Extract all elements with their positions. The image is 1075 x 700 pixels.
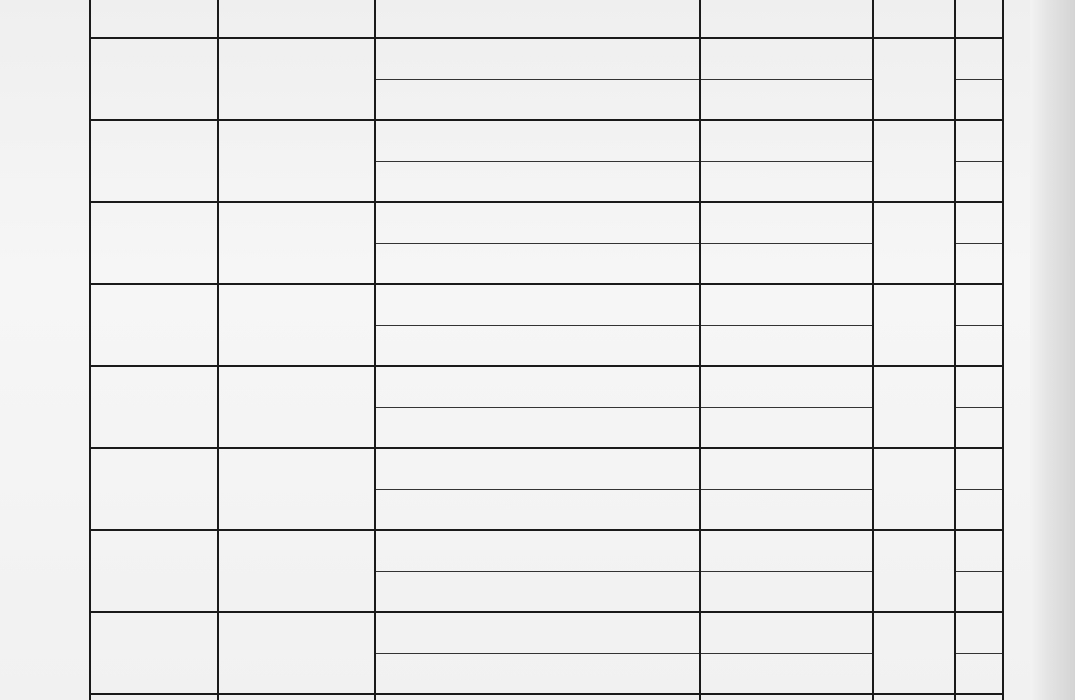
row-divider bbox=[955, 489, 1003, 490]
school-name bbox=[700, 79, 873, 120]
school-address bbox=[375, 571, 700, 612]
row-number bbox=[955, 284, 1003, 325]
row-number bbox=[955, 612, 1003, 653]
row-divider bbox=[375, 325, 873, 326]
school-address bbox=[375, 202, 700, 243]
school-name bbox=[700, 489, 873, 530]
column-divider bbox=[374, 0, 376, 700]
row-number bbox=[955, 489, 1003, 530]
school-address bbox=[375, 530, 700, 571]
school-name bbox=[700, 38, 873, 79]
school-address bbox=[375, 448, 700, 489]
school-name bbox=[700, 612, 873, 653]
school-address bbox=[375, 489, 700, 530]
row-number bbox=[955, 0, 1003, 38]
school-name bbox=[700, 0, 873, 38]
school-address bbox=[375, 38, 700, 79]
row-number bbox=[955, 448, 1003, 489]
page-edge-shadow bbox=[1030, 0, 1075, 700]
school-address bbox=[375, 243, 700, 284]
column-divider bbox=[1002, 0, 1004, 700]
school-name bbox=[700, 653, 873, 694]
row-divider bbox=[375, 79, 873, 80]
column-divider bbox=[89, 0, 91, 700]
school-address bbox=[375, 612, 700, 653]
school-address bbox=[375, 366, 700, 407]
row-divider bbox=[955, 243, 1003, 244]
school-address bbox=[375, 325, 700, 366]
column-divider bbox=[954, 0, 956, 700]
row-number bbox=[955, 653, 1003, 694]
school-address bbox=[375, 653, 700, 694]
row-divider bbox=[955, 325, 1003, 326]
row-number bbox=[955, 530, 1003, 571]
school-name bbox=[700, 325, 873, 366]
row-group-divider bbox=[90, 201, 1003, 203]
row-divider bbox=[955, 571, 1003, 572]
row-divider bbox=[375, 571, 873, 572]
school-name bbox=[700, 407, 873, 448]
contact-phone bbox=[90, 284, 218, 366]
row-divider bbox=[375, 407, 873, 408]
school-address bbox=[375, 407, 700, 448]
row-group-divider bbox=[90, 611, 1003, 613]
school-name bbox=[700, 448, 873, 489]
row-divider bbox=[375, 653, 873, 654]
school-name bbox=[700, 284, 873, 325]
school-address bbox=[375, 284, 700, 325]
district-name bbox=[873, 448, 955, 530]
school-address bbox=[375, 79, 700, 120]
row-number bbox=[955, 79, 1003, 120]
row-group-divider bbox=[90, 283, 1003, 285]
district-name bbox=[873, 284, 955, 366]
row-number bbox=[955, 161, 1003, 202]
column-divider bbox=[699, 0, 701, 700]
row-divider bbox=[955, 161, 1003, 162]
row-divider bbox=[955, 653, 1003, 654]
column-divider bbox=[872, 0, 874, 700]
row-number bbox=[955, 325, 1003, 366]
school-address bbox=[375, 161, 700, 202]
contact-phone bbox=[90, 448, 218, 530]
school-name bbox=[700, 571, 873, 612]
school-address bbox=[375, 0, 700, 38]
school-name bbox=[700, 161, 873, 202]
row-group-divider bbox=[90, 447, 1003, 449]
school-name bbox=[700, 120, 873, 161]
school-address bbox=[375, 120, 700, 161]
row-number bbox=[955, 366, 1003, 407]
row-number bbox=[955, 407, 1003, 448]
row-group-divider bbox=[90, 365, 1003, 367]
row-number bbox=[955, 38, 1003, 79]
contact-phone bbox=[90, 366, 218, 448]
row-group-divider bbox=[90, 37, 1003, 39]
district-name bbox=[873, 120, 955, 202]
contact-person bbox=[218, 448, 375, 530]
contact-person bbox=[218, 612, 375, 694]
row-number bbox=[955, 202, 1003, 243]
district-name bbox=[873, 38, 955, 120]
row-group-divider bbox=[90, 119, 1003, 121]
row-divider bbox=[955, 407, 1003, 408]
row-divider bbox=[375, 243, 873, 244]
contact-person bbox=[218, 284, 375, 366]
contact-phone bbox=[90, 38, 218, 120]
contact-person bbox=[218, 202, 375, 284]
contact-phone bbox=[90, 202, 218, 284]
school-name bbox=[700, 530, 873, 571]
district-name bbox=[873, 612, 955, 694]
contact-person bbox=[218, 366, 375, 448]
district-name bbox=[873, 202, 955, 284]
row-number bbox=[955, 571, 1003, 612]
row-number bbox=[955, 243, 1003, 284]
district-name bbox=[873, 366, 955, 448]
contact-person bbox=[218, 530, 375, 612]
row-divider bbox=[375, 161, 873, 162]
school-name bbox=[700, 366, 873, 407]
school-name bbox=[700, 202, 873, 243]
district-name bbox=[873, 530, 955, 612]
contact-person bbox=[218, 38, 375, 120]
contact-person bbox=[218, 120, 375, 202]
column-divider bbox=[217, 0, 219, 700]
row-group-divider bbox=[90, 693, 1003, 695]
row-number bbox=[955, 120, 1003, 161]
contact-phone bbox=[90, 530, 218, 612]
contact-phone bbox=[90, 612, 218, 694]
row-divider bbox=[955, 79, 1003, 80]
row-group-divider bbox=[90, 529, 1003, 531]
school-name bbox=[700, 243, 873, 284]
row-divider bbox=[375, 489, 873, 490]
contact-phone bbox=[90, 120, 218, 202]
